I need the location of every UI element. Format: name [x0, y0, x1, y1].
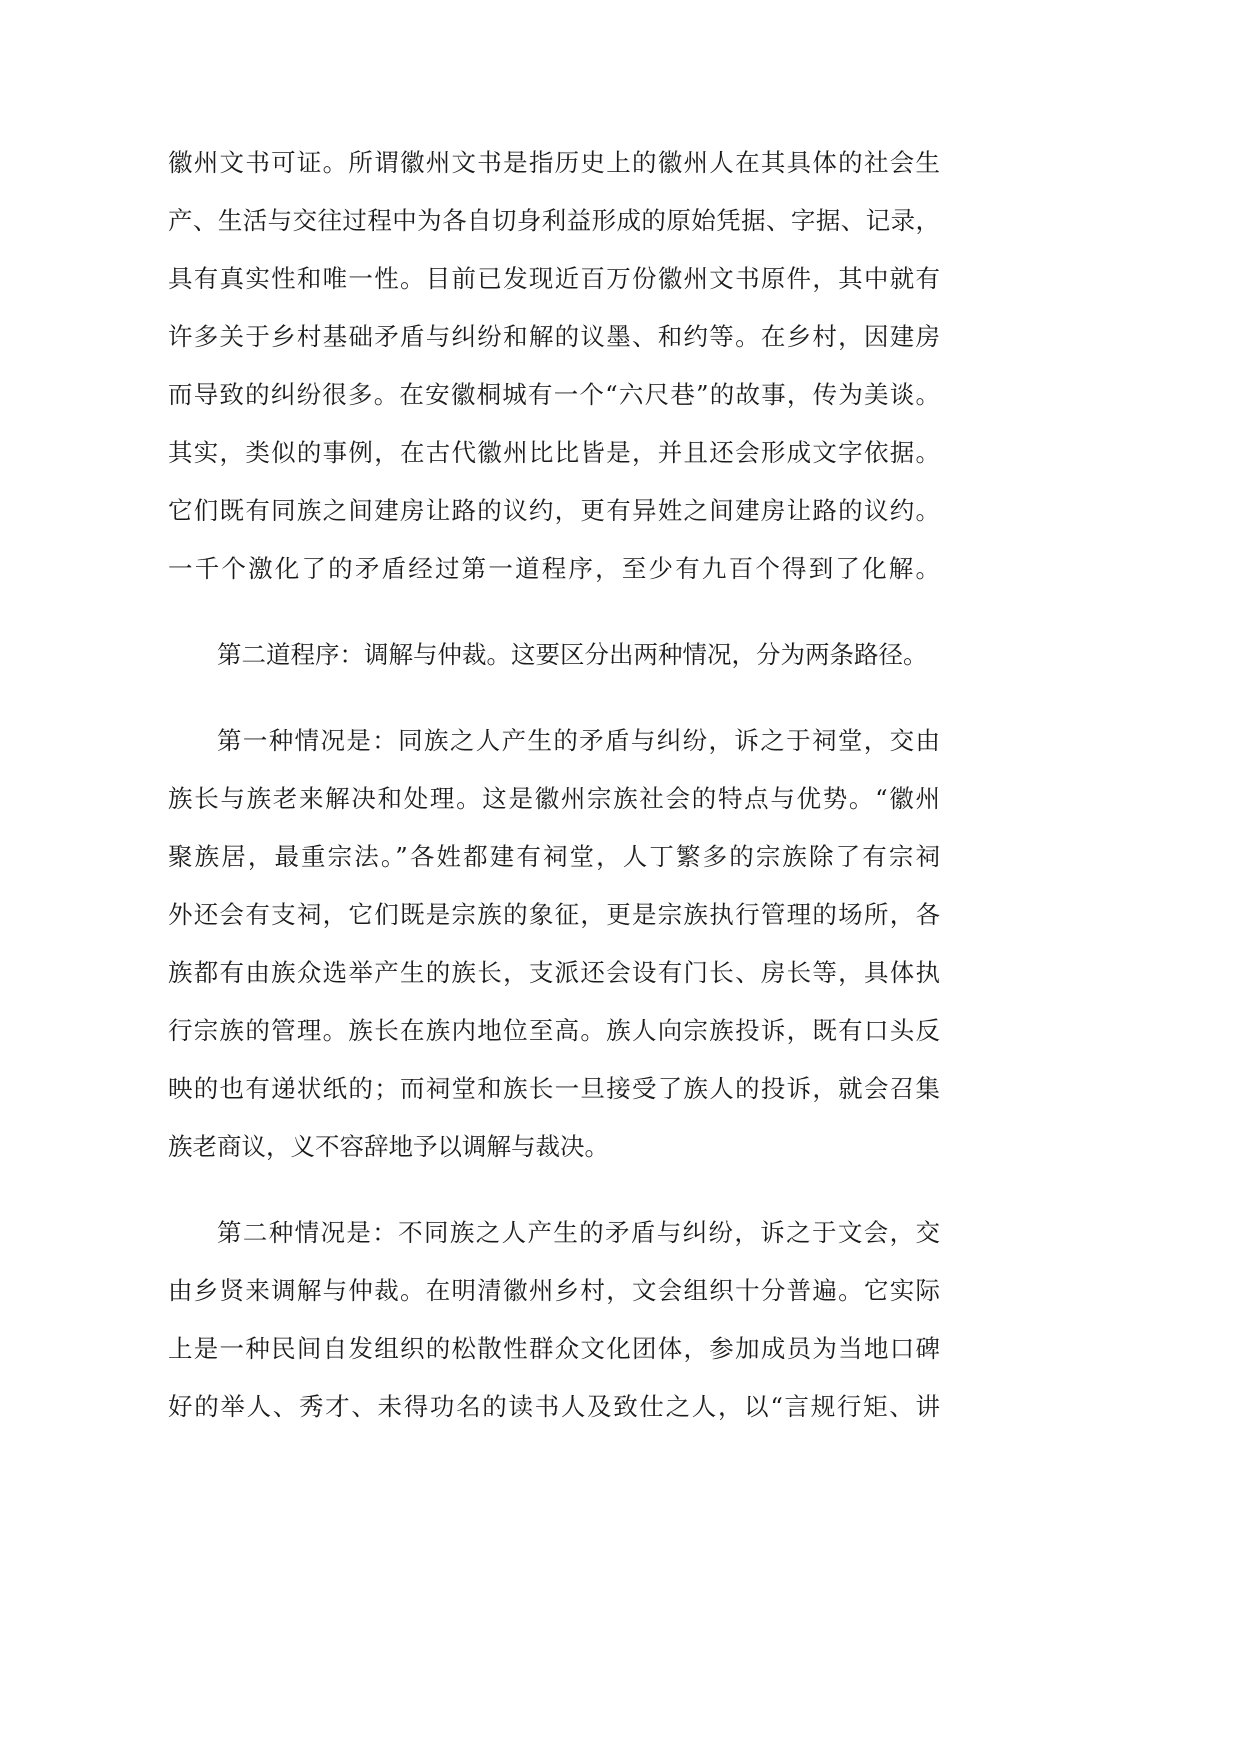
text-line: 许多关于乡村基础矛盾与纠纷和解的议墨、和约等。在乡村，因建房 — [168, 322, 940, 351]
text-line: 族长与族老来解决和处理。这是徽州宗族社会的特点与优势。“徽州 — [168, 784, 940, 813]
text-line: 映的也有递状纸的；而祠堂和族长一旦接受了族人的投诉，就会召集 — [168, 1074, 940, 1103]
paragraph — [168, 1204, 940, 1436]
text-line: 外还会有支祠，它们既是宗族的象征，更是宗族执行管理的场所，各 — [168, 900, 940, 929]
text-line: 徽州文书可证。所谓徽州文书是指历史上的徽州人在其具体的社会生 — [168, 148, 940, 177]
paragraph — [168, 134, 940, 598]
body-text — [168, 134, 940, 1436]
text-line: 产、生活与交往过程中为各自切身利益形成的原始凭据、字据、记录， — [168, 206, 940, 235]
text-line: 第二种情况是：不同族之人产生的矛盾与纠纷，诉之于文会，交 — [217, 1218, 940, 1247]
text-line: 上是一种民间自发组织的松散性群众文化团体，参加成员为当地口碑 — [168, 1334, 940, 1363]
text-line: 它们既有同族之间建房让路的议约，更有异姓之间建房让路的议约。 — [168, 496, 940, 525]
text-line: 而导致的纠纷很多。在安徽桐城有一个“六尺巷”的故事，传为美谈。 — [168, 380, 940, 409]
text-line: 族都有由族众选举产生的族长，支派还会设有门长、房长等，具体执 — [168, 958, 940, 987]
text-line: 行宗族的管理。族长在族内地位至高。族人向宗族投诉，既有口头反 — [168, 1016, 940, 1045]
text-line: 族老商议，义不容辞地予以调解与裁决。 — [168, 1132, 609, 1161]
paragraph — [168, 626, 940, 684]
text-line: 好的举人、秀才、未得功名的读书人及致仕之人，以“言规行矩、讲 — [168, 1392, 940, 1421]
text-line: 第二道程序：调解与仲裁。这要区分出两种情况，分为两条路径。 — [217, 640, 928, 669]
text-line: 由乡贤来调解与仲裁。在明清徽州乡村，文会组织十分普遍。它实际 — [168, 1276, 940, 1305]
text-line: 第一种情况是：同族之人产生的矛盾与纠纷，诉之于祠堂，交由 — [217, 726, 940, 755]
text-line: 其实，类似的事例，在古代徽州比比皆是，并且还会形成文字依据。 — [168, 438, 940, 467]
text-line: 聚族居，最重宗法。”各姓都建有祠堂，人丁繁多的宗族除了有宗祠 — [168, 842, 940, 871]
text-line: 一千个激化了的矛盾经过第一道程序，至少有九百个得到了化解。 — [168, 554, 940, 583]
paragraph — [168, 712, 940, 1176]
text-line: 具有真实性和唯一性。目前已发现近百万份徽州文书原件，其中就有 — [168, 264, 940, 293]
